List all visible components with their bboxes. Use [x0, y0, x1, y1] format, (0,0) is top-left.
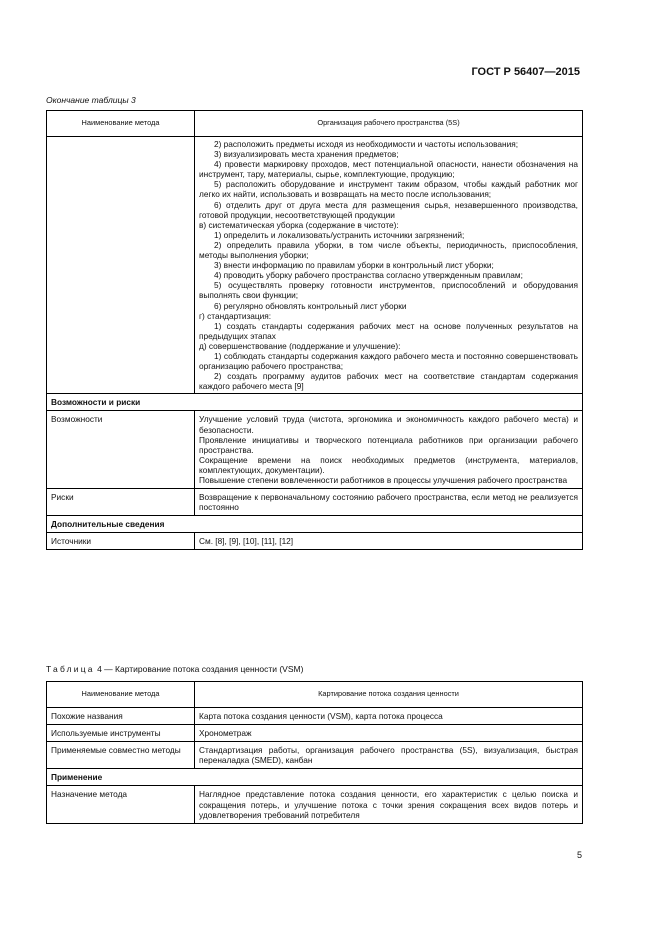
row-label: Используемые инструменты — [47, 725, 195, 742]
risks-text: Возвращение к первоначальному состоянию рабочего пространства, если метод не реализуется постоянно — [199, 492, 578, 513]
opportunity-line: Повышение степени вовлеченности работников в процессы улучшения рабочего пространства — [199, 475, 568, 485]
list-line: 4) провести маркировку проходов, мест потенциальной опасности, нанести обозначения на инструмент, тару, материалы, сырье, комплектующие, продукцию; — [199, 159, 578, 180]
list-line: 5) расположить оборудование и инструмент таким образом, чтобы каждый работник мог легко их найти, использовать и возвращать на место после использования; — [199, 179, 578, 200]
table-row — [47, 786, 583, 823]
list-line: 1) создать стандарты содержания рабочих мест на основе полученных результатов на предыдущих этапах — [199, 320, 578, 341]
list-line: 6) регулярно обновлять контрольный лист уборки — [214, 300, 407, 311]
list-line: 5) осуществлять проверку готовности инструментов, приспособлений и оборудования выполнять свои функции; — [199, 280, 578, 301]
document-id: ГОСТ Р 56407—2015 — [471, 66, 580, 78]
sources-label: Источники — [47, 533, 195, 550]
row-label: Похожие названия — [47, 708, 195, 725]
table-4 — [46, 681, 583, 824]
list-line: 2) определить правила уборки, в том числе объекты, периодичность, приспособления, методы выполнения уборки; — [199, 239, 578, 261]
section-row — [47, 516, 583, 533]
table-row — [47, 708, 583, 725]
table4-caption-prefix: Таблица — [46, 664, 95, 674]
table-row — [47, 137, 583, 394]
page-number: 5 — [577, 850, 583, 860]
table-row — [47, 489, 583, 516]
column-header-method: Наименование метода — [47, 682, 195, 708]
section-row — [47, 769, 583, 786]
table-row — [47, 411, 583, 489]
row-value-text: Стандартизация работы, организация рабочего пространства (5S), визуализация, быстрая переналадка (SMED), канбан — [199, 745, 578, 766]
empty-cell — [47, 137, 195, 394]
list-line: 3) визуализировать места хранения предметов; — [214, 149, 399, 160]
table-header-row — [47, 682, 583, 708]
purpose-value — [195, 786, 583, 823]
column-header-vsm: Картирование потока создания ценности — [195, 682, 583, 708]
opportunity-line: Улучшение условий труда (чистота, эргономика и экономичность каждого рабочего места) и безопасности. — [199, 414, 578, 435]
list-line: д) совершенствование (поддержание и улучшение): — [199, 340, 401, 351]
row-value: Хронометраж — [195, 725, 583, 742]
section-row — [47, 394, 583, 411]
purpose-text: Наглядное представление потока создания ценности, его характеристик с целью поиска и сокращения потерь, и улучшение потока с точки зрения сокращения всех видов потерь и удовлетворения требований потребителя — [199, 789, 578, 820]
column-header-5s: Организация рабочего пространства (5S) — [195, 111, 583, 137]
purpose-label: Назначение метода — [47, 786, 195, 823]
list-line: 3) внести информацию по правилам уборки в контрольный лист уборки; — [214, 260, 494, 271]
risks-label: Риски — [47, 489, 195, 516]
risks-value — [195, 489, 583, 516]
table-row — [47, 742, 583, 769]
opportunities-label: Возможности — [47, 411, 195, 489]
column-header-method: Наименование метода — [47, 111, 195, 137]
row-value: Карта потока создания ценности (VSM), карта потока процесса — [195, 708, 583, 725]
row-label — [47, 742, 195, 769]
table4-caption — [46, 664, 303, 674]
table3-caption: Окончание таблицы 3 — [46, 95, 136, 105]
sources-value: См. [8], [9], [10], [11], [12] — [195, 533, 583, 550]
section-additional-info: Дополнительные сведения — [47, 516, 583, 533]
list-line: 4) проводить уборку рабочего пространства согласно утвержденным правилам; — [214, 270, 523, 281]
list-line: 2) создать программу аудитов рабочих мест на соответствие стандартам содержания каждого рабочего места [9] — [199, 371, 578, 392]
row-label-text: Применяемые совместно методы — [51, 745, 181, 756]
row-value — [195, 742, 583, 769]
list-line: 6) отделить друг от друга места для размещения сырья, незавершенного производства, готовой продукции, несоответствующей продукции — [199, 199, 578, 220]
opportunity-line: Сокращение времени на поиск необходимых предметов (инструмента, материалов, комплектующих, документации). — [199, 454, 578, 475]
section-opportunities-risks: Возможности и риски — [47, 394, 583, 411]
opportunity-line: Проявление инициативы и творческого потенциала работников при организации рабочего пространства. — [199, 434, 578, 455]
section-application: Применение — [47, 769, 583, 786]
table-row — [47, 725, 583, 742]
table-row — [47, 533, 583, 550]
steps-list-cell — [195, 137, 583, 394]
list-line: 2) расположить предметы исходя из необходимости и частоты использования; — [214, 139, 519, 149]
list-line: в) систематическая уборка (содержание в чистоте): — [199, 219, 399, 230]
list-line: г) стандартизация: — [199, 310, 272, 321]
list-line: 1) соблюдать стандарты содержания каждого рабочего места и постоянно совершенствовать организацию рабочего пространства; — [199, 350, 578, 372]
list-line: 1) определить и локализовать/устранить источники загрязнений; — [214, 229, 465, 240]
table-3 — [46, 110, 583, 550]
opportunities-value — [195, 411, 583, 489]
table4-caption-title: 4 — Картирование потока создания ценности (VSM) — [94, 664, 304, 674]
table-header-row — [47, 111, 583, 137]
